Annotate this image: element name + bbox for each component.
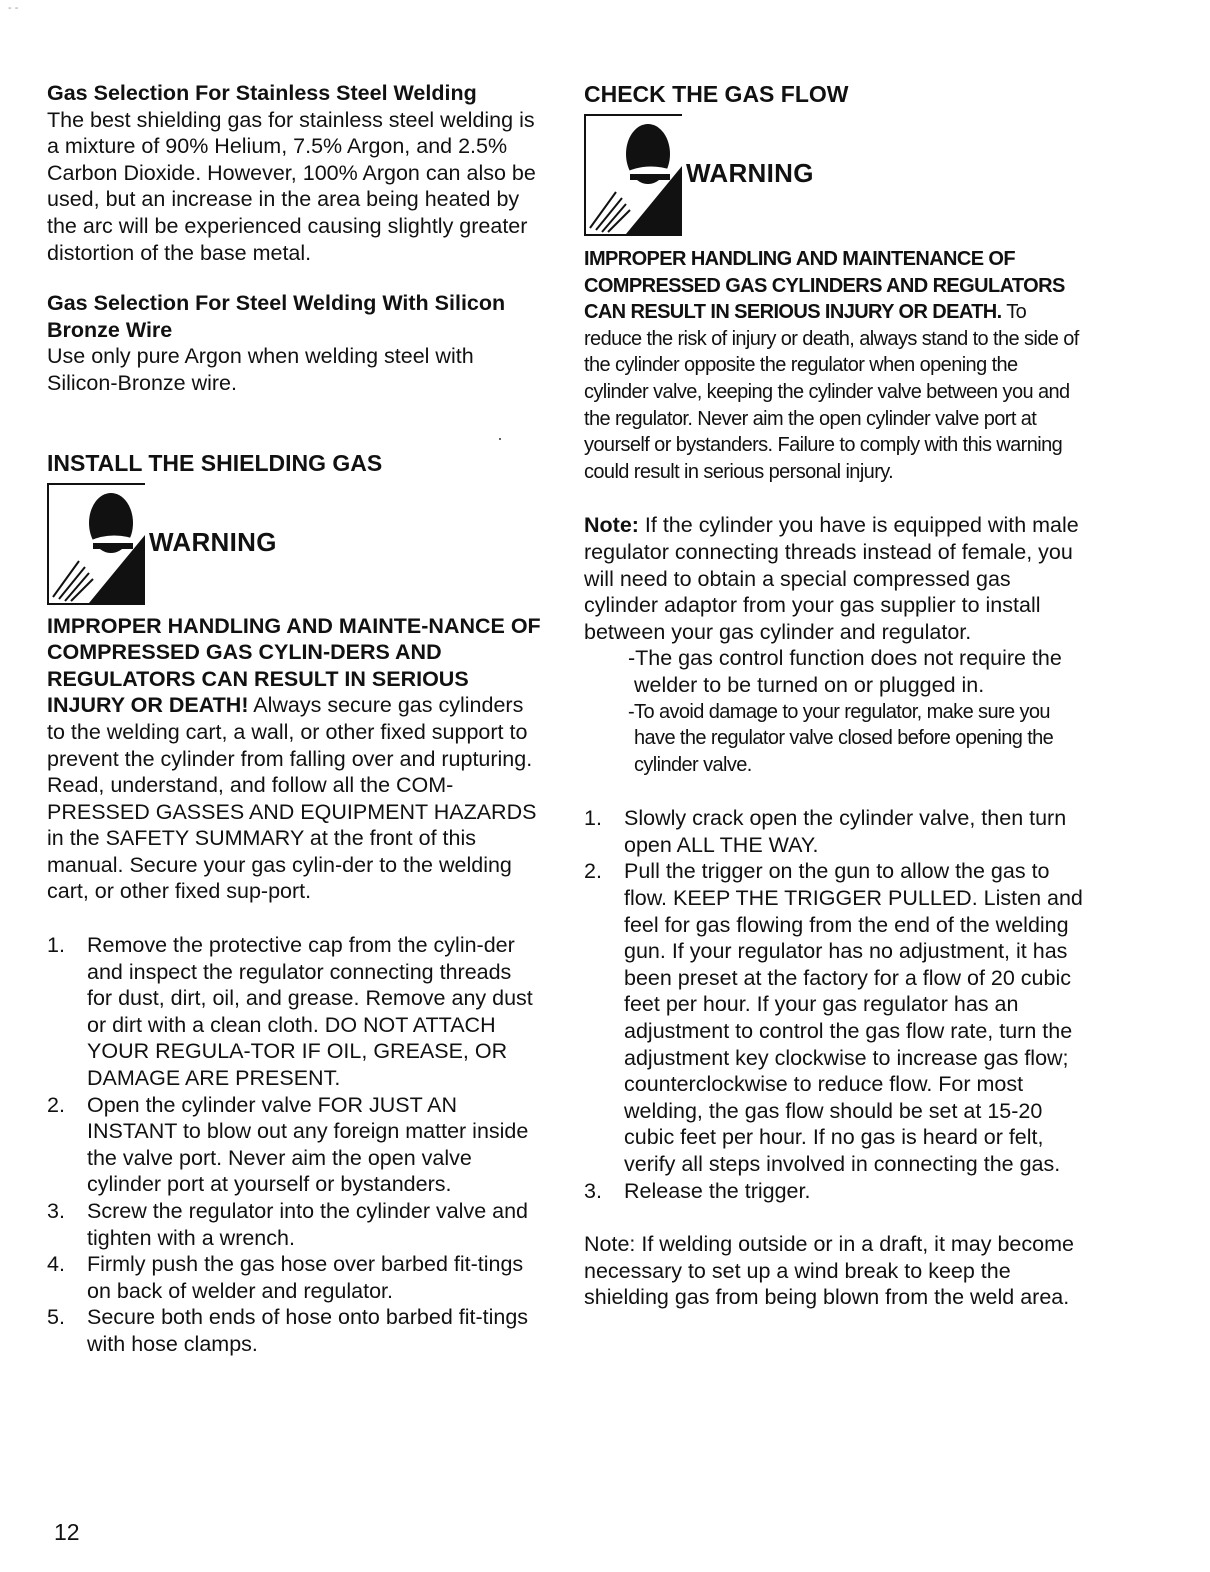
install-warning-text: Always secure gas cylinders to the welding cart, a wall, or other fixed support to prevent the cylinder from falling over and rupturing. Read, understand, and follow all the COM-PRESSED GASSES AND EQUIPMENT HAZARDS in the SAFETY SUMMARY at the front of this manual. Secure your gas cylin-der to the welding cart, or other fixed sup-port. [47,693,537,904]
step-number: 3. [584,1178,602,1203]
install-heading: INSTALL THE SHIELDING GAS [47,449,383,476]
gas-flow-step [584,858,1084,1177]
gas-flow-warning-block [584,114,1084,236]
install-warning-block [47,483,542,605]
gas-flow-warning-text: To reduce the risk of injury or death, always stand to the side of the cylinder opposite the regulator when opening the cylinder valve, keeping the cylinder valve between you and the regulator. Never aim the open cylinder valve port at yourself or bystanders. Failure to comply with this warning could result in serious personal injury. [584,301,1079,483]
step-text: Pull the trigger on the gun to allow the gas to flow. KEEP THE TRIGGER PULLED. Listen and feel for gas flowing from the end of the welding gun. If your regulator has no adjustment, it has been preset at the factory for a flow of 20 cubic feet per hour. If your gas regulator has an adjustment to control the gas flow rate, turn the adjustment key clockwise to increase gas flow; counterclockwise to reduce flow. For most welding, the gas flow should be set at 15-20 cubic feet per hour. If no gas is heard or felt, verify all steps involved in connecting the gas. [624,859,1083,1176]
corner-marks: - - [8,2,19,14]
step-text: Firmly push the gas hose over barbed fit-tings on back of welder and regulator. [87,1252,524,1303]
welder-mask-warning-icon [47,483,145,605]
gas-flow-heading: CHECK THE GAS FLOW [584,81,849,107]
step-text: Remove the protective cap from the cylin-der and inspect the regulator connecting threads for dust, dirt, oil, and grease. Remove any dust or dirt with a clean cloth. DO NOT ATTACH YOUR REGULA-TOR IF OIL, GREASE, OR DAMAGE ARE PRESENT. [87,933,533,1091]
gas-flow-step [584,1178,1084,1205]
bronze-section [47,290,542,396]
gas-flow-warning-bold: IMPROPER HANDLING AND MAINTENANCE OF COMPRESSED GAS CYLINDERS AND REGULATORS CAN RESULT IN SERIOUS INJURY OR DEATH. [584,248,1065,324]
step-number: 5. [47,1305,65,1330]
note-item: -To avoid damage to your regulator, make sure you have the regulator valve closed before opening the cylinder valve. [628,700,1054,776]
warning-label: WARNING [686,158,814,188]
install-warning-paragraph [47,613,542,906]
install-steps [47,932,542,1358]
install-warning-bold: IMPROPER HANDLING AND MAINTE-NANCE OF COMPRESSED GAS CYLIN-DERS AND REGULATORS CAN RESULT IN SERIOUS INJURY OR DEATH! [47,613,541,718]
right-column [584,80,1084,1311]
step-number: 4. [47,1252,65,1277]
wind-break-note: Note: If welding outside or in a draft, it may become necessary to set up a wind break to keep the shielding gas from being blown from the weld area. [584,1232,1074,1310]
step-number: 1. [47,933,65,958]
install-step [47,1304,542,1357]
gas-flow-warning-paragraph [584,246,1084,485]
install-step [47,1251,542,1304]
step-number: 1. [584,806,602,831]
left-column [47,80,542,1358]
step-text: Open the cylinder valve FOR JUST AN INSTANT to blow out any foreign matter inside the valve port. Never aim the open valve cylinder port at yourself or bystanders. [87,1092,529,1197]
stainless-section [47,80,542,266]
welder-mask-warning-icon [584,114,682,236]
note-label: Note: [584,513,639,538]
install-section [47,449,542,1358]
bronze-heading: Gas Selection For Steel Welding With Silicon Bronze Wire [47,291,506,342]
scan-speck [499,438,501,440]
install-step [47,1092,542,1198]
step-number: 3. [47,1199,65,1223]
note-items [584,645,1084,778]
gas-flow-step [584,805,1084,858]
page-number: 12 [54,1519,80,1545]
step-text: Screw the regulator into the cylinder valve and tighten with a wrench. [87,1199,528,1250]
install-step [47,1198,542,1251]
bronze-text: Use only pure Argon when welding steel with Silicon-Bronze wire. [47,344,474,395]
note-item: -The gas control function does not require the welder to be turned on or plugged in. [628,646,1062,697]
stainless-text: The best shielding gas for stainless steel welding is a mixture of 90% Helium, 7.5% Argon, and 2.5% Carbon Dioxide. However, 100% Argon can also be used, but an increase in the area being heated by the arc will be experienced causing slightly greater distortion of the base metal. [47,107,536,265]
warning-label: WARNING [149,526,277,557]
step-number: 2. [584,859,602,884]
install-step [47,932,542,1092]
gas-flow-steps [584,805,1084,1204]
step-text: Secure both ends of hose onto barbed fit-tings with hose clamps. [87,1305,529,1356]
stainless-heading: Gas Selection For Stainless Steel Welding [47,81,477,105]
step-number: 2. [47,1092,65,1117]
adaptor-note [584,512,1084,645]
step-text: Release the trigger. [624,1178,811,1203]
step-text: Slowly crack open the cylinder valve, then turn open ALL THE WAY. [624,806,1067,857]
note-text: If the cylinder you have is equipped with male regulator connecting threads instead of female, you will need to obtain a special compressed gas cylinder adaptor from your gas supplier to install between your gas cylinder and regulator. [584,513,1079,644]
